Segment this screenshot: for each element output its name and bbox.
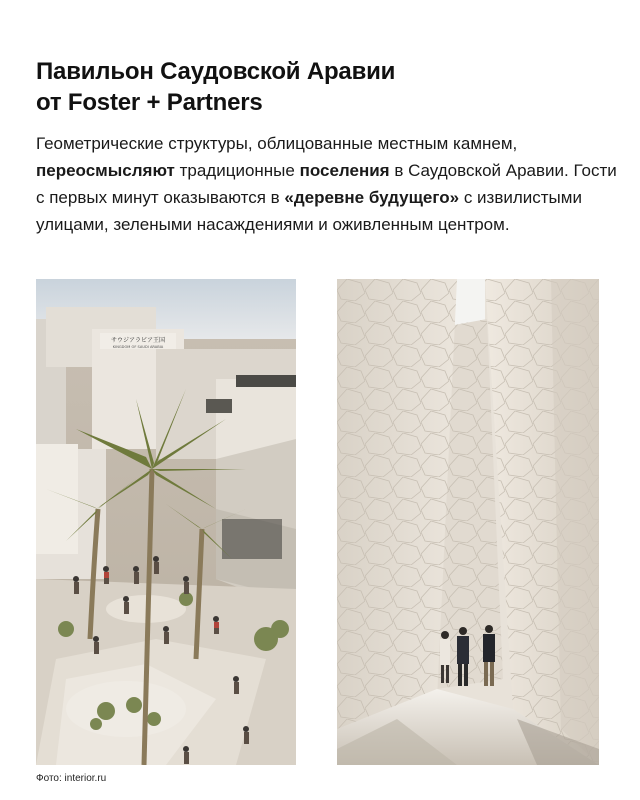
photo-credit: Фото: interior.ru (36, 773, 107, 784)
pavilion-sign-text: サウジアラビア王国 (110, 337, 166, 344)
description-text-2: традиционные (174, 161, 300, 180)
description-bold-1: переосмысляют (36, 161, 175, 180)
aerial-pavilion-courtyard-photo (36, 279, 296, 765)
title-line-1: Павильон Саудовской Аравии (36, 58, 396, 85)
title-line-2: от Foster + Partners (36, 89, 263, 116)
description-text-1: Геометрические структуры, облицованные местным камнем, (36, 134, 518, 153)
pavilion-sign-subtext: KINGDOM OF SAUDI ARABIA (112, 345, 164, 349)
description-bold-2: поселения (299, 161, 390, 180)
description-bold-3: «деревне будущего» (284, 188, 460, 207)
passage-photo-illustration (337, 279, 599, 765)
description-text-4: с извилистыми улицами, зелеными насаждениями и оживленным центром. (36, 188, 582, 234)
aerial-photo-illustration (36, 279, 296, 765)
page-title (36, 56, 616, 118)
stone-walls-passage-photo (337, 279, 599, 765)
description-paragraph (36, 130, 621, 238)
description-text-3: в Саудовской Аравии. Гости с первых минут оказываются в (36, 161, 617, 207)
